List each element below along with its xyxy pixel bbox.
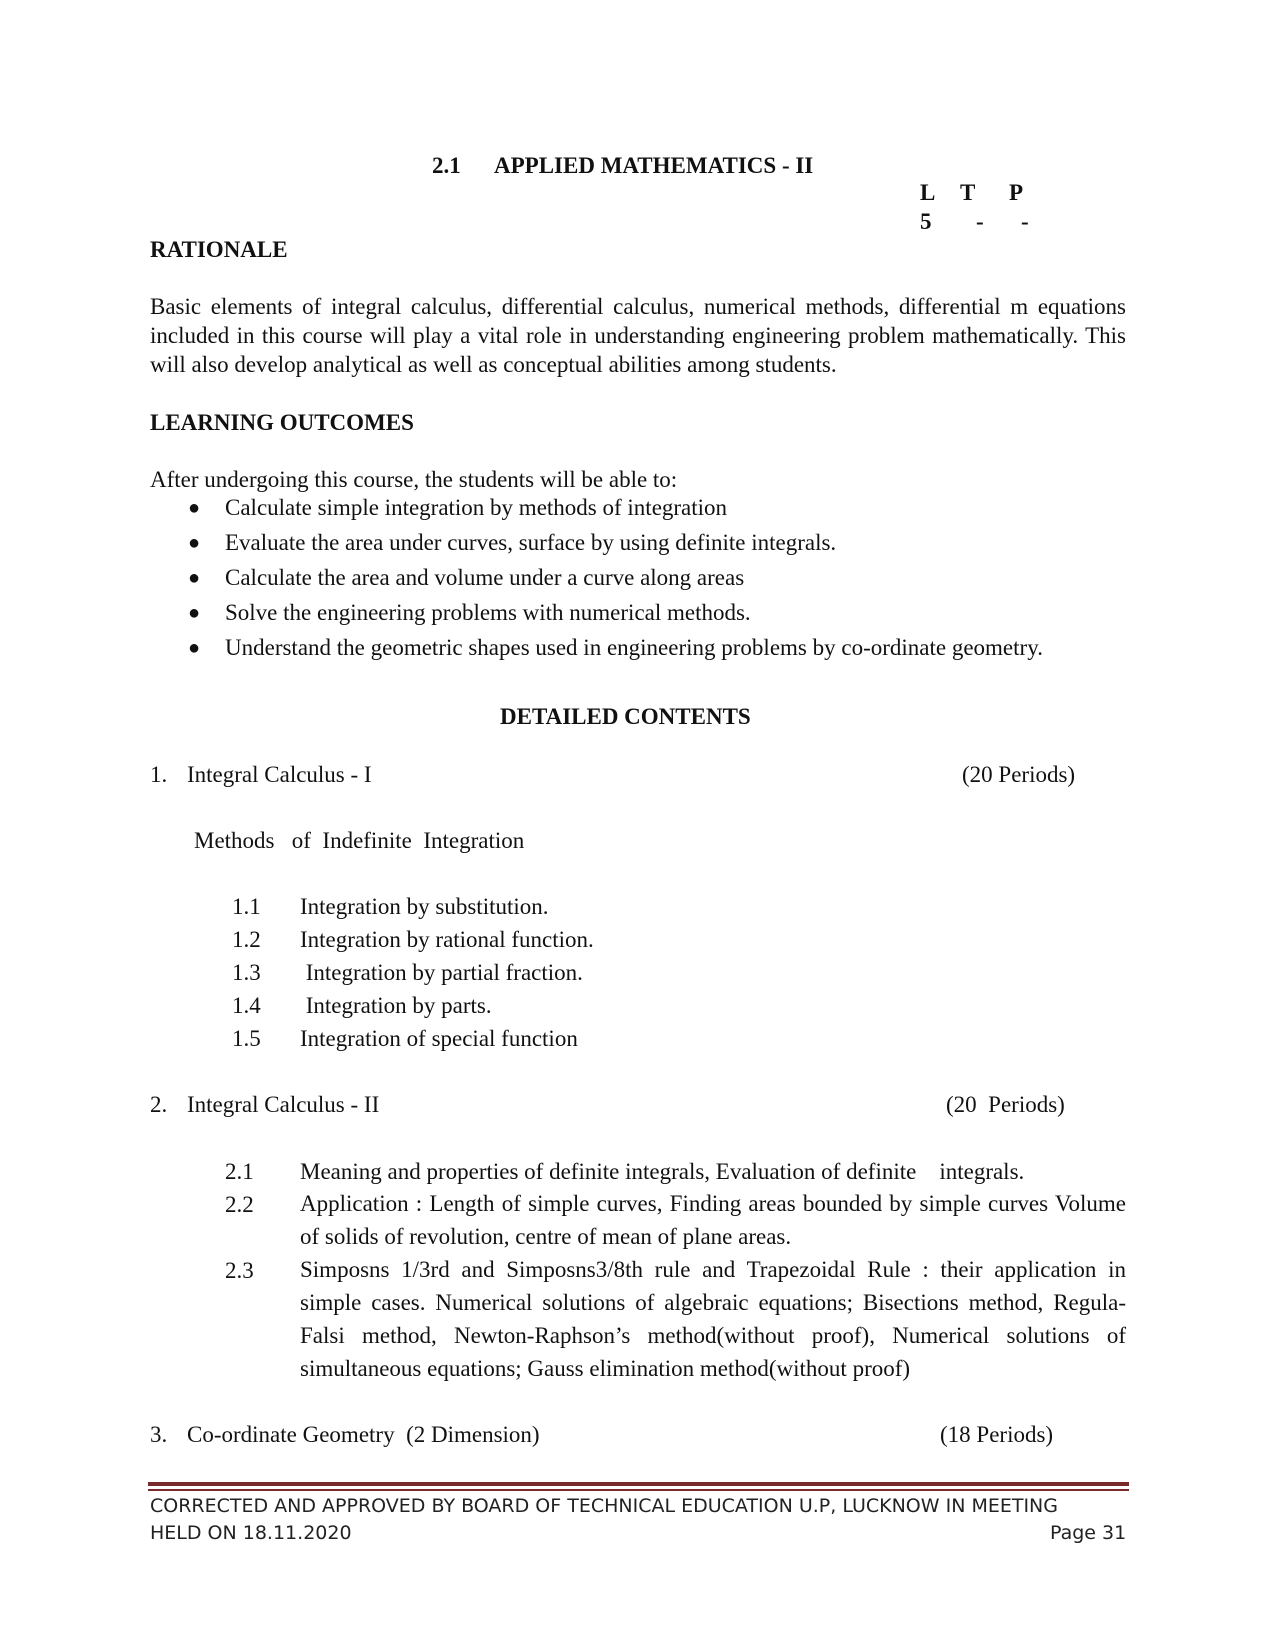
page-number: Page 31 <box>1050 1522 1127 1544</box>
bullet-icon: ● <box>188 637 201 659</box>
list-item <box>150 495 1150 530</box>
ltp-label-p: P <box>1009 180 1024 205</box>
list-item-text: Calculate simple integration by methods of integration <box>225 495 728 520</box>
list-item-text: Understand the geometric shapes used in engineering problems by co-ordinate geometry. <box>225 635 1043 660</box>
topic-number: 1.2 <box>232 927 261 952</box>
bullet-icon: ● <box>188 602 201 624</box>
footer-approval-line-2: HELD ON 18.11.2020 <box>150 1522 352 1544</box>
ltp-label-l: L <box>920 180 936 205</box>
unit-2-periods: (20 Periods) <box>946 1092 1065 1117</box>
section-number: 2.1 <box>432 153 461 178</box>
topic-text: Integration by partial fraction. <box>300 960 583 985</box>
ltp-value-l: 5 <box>920 209 932 234</box>
unit-1-periods: (20 Periods) <box>962 762 1076 787</box>
detailed-contents-heading: DETAILED CONTENTS <box>500 704 751 729</box>
topic-number: 1.1 <box>232 894 261 919</box>
bullet-icon: ● <box>188 567 201 589</box>
topic-text: Integration of special function <box>300 1026 578 1051</box>
rationale-body: Basic elements of integral calculus, differential calculus, numerical methods, differential m equations included in this course will play a vital role in understanding engineering problem mathematically. This will also develop analytical as well as conceptual abilities among students. <box>150 294 1126 377</box>
topic-text: Application : Length of simple curves, Finding areas bounded by simple curves Volume of solids of revolution, centre of mean of plane areas. <box>300 1191 1126 1249</box>
list-item-text: Evaluate the area under curves, surface by using definite integrals. <box>225 530 837 555</box>
list-item-text: Calculate the area and volume under a curve along areas <box>225 565 745 590</box>
topic-number: 2.2 <box>225 1192 254 1217</box>
unit-3-periods: (18 Periods) <box>940 1422 1054 1447</box>
topic-text: Integration by rational function. <box>300 927 594 952</box>
unit-1-number: 1. <box>150 762 168 787</box>
learning-outcomes-heading: LEARNING OUTCOMES <box>150 410 414 435</box>
unit-2-number: 2. <box>150 1092 168 1117</box>
topic-text: Integration by parts. <box>300 993 492 1018</box>
bullet-icon: ● <box>188 497 201 519</box>
unit-3-number: 3. <box>150 1422 168 1447</box>
ltp-value-p: - <box>1021 209 1029 234</box>
list-item <box>150 600 1150 635</box>
topic-number: 2.1 <box>225 1159 254 1184</box>
topic-number: 1.5 <box>232 1026 261 1051</box>
list-item-text: Solve the engineering problems with numerical methods. <box>225 600 751 625</box>
unit-3-title: Co-ordinate Geometry (2 Dimension) <box>187 1422 540 1447</box>
footer-divider-thick <box>148 1482 1129 1486</box>
ltp-label-t: T <box>960 180 976 205</box>
list-item <box>150 635 1150 670</box>
learning-outcomes-list <box>150 495 1150 670</box>
topic-text: Meaning and properties of definite integrals, Evaluation of definite integrals. <box>300 1159 1025 1184</box>
topic-text: Simposns 1/3rd and Simposns3/8th rule and Trapezoidal Rule : their application in simple cases. Numerical solutions of algebraic equations; Bisections method, Regula-Falsi method, Newton-Raphson’s method(without proof), Numerical solutions of simultaneous equations; Gauss elimination method(without proof) <box>300 1257 1126 1381</box>
bullet-icon: ● <box>188 532 201 554</box>
footer-approval-line-1: CORRECTED AND APPROVED BY BOARD OF TECHNICAL EDUCATION U.P, LUCKNOW IN MEETING <box>150 1495 1058 1517</box>
unit-2-title: Integral Calculus - II <box>187 1092 380 1117</box>
rationale-heading: RATIONALE <box>150 237 288 262</box>
list-item <box>150 530 1150 565</box>
course-title: APPLIED MATHEMATICS - II <box>494 153 814 178</box>
unit-1-title: Integral Calculus - I <box>187 762 372 787</box>
topic-text: Integration by substitution. <box>300 894 549 919</box>
topic-number: 1.4 <box>232 993 261 1018</box>
footer-divider-thin <box>148 1489 1129 1491</box>
ltp-value-t: - <box>976 209 984 234</box>
learning-outcomes-intro: After undergoing this course, the students will be able to: <box>150 467 678 492</box>
topic-number: 1.3 <box>232 960 261 985</box>
unit-1-subheading: Methods of Indefinite Integration <box>194 828 525 853</box>
topic-number: 2.3 <box>225 1258 254 1283</box>
list-item <box>150 565 1150 600</box>
